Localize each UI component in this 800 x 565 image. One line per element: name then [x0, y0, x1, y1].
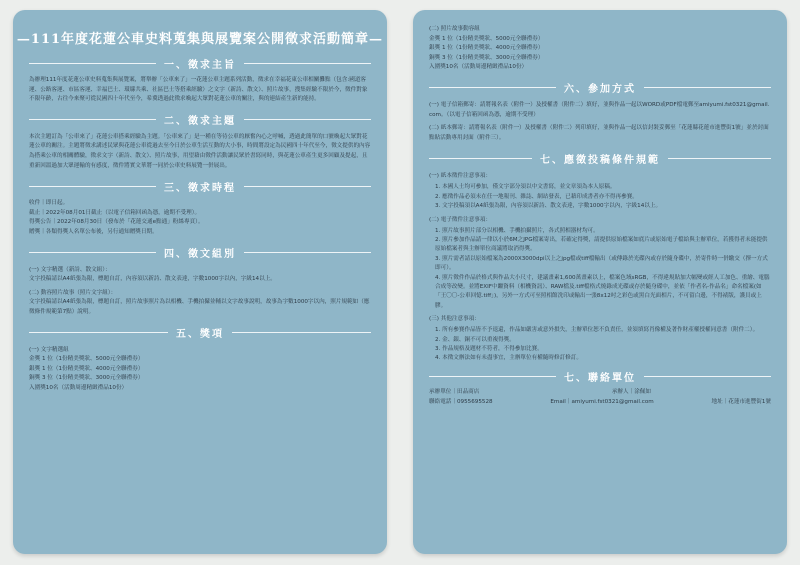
paragraph: (一) 文字精選組 — [29, 346, 69, 353]
list-item: 4. 照片徵件作品於格式與作品大小尺寸，建議畫素1,600萬畫素以上，檔案色域sRGB，不得違規貼加大幅變或經人工加色、重繪、電腦合成等改變。並將EXIF中繼資料（相機資訊）、RAW檔及.tiff檔格式燒錄成光碟或存於隨身碟中，並依「作者名-作品名」命名檔案(如「王〇〇-公車回憶.tiff」)，另外一方式可至照相館洗印或輸出一張8x12吋之彩色或黑白光面相片，不可留白邊，不得裱版，護貝或上膠。 — [435, 274, 770, 309]
schedule-text — [29, 199, 371, 237]
rules-other-list — [435, 326, 771, 364]
divider — [244, 119, 371, 120]
theme-text — [29, 133, 371, 171]
paragraph: 文字投稿請以A4紙張為限，標題自訂，照片故事照片為以相機、手機拍攝並輔以文字故事說明，故事為字數1000字以內，照片規範如（應徵條件規範第7點）說明。 — [29, 299, 370, 315]
purpose-text — [29, 76, 371, 105]
section-heading-schedule — [29, 176, 371, 196]
awards-text — [29, 346, 371, 394]
heading-text: 七、聯絡單位 — [564, 373, 636, 385]
divider — [644, 376, 771, 377]
award-silver: 銀獎 1 位（1份精美獎狀、4000元全聯禮券） — [29, 365, 144, 372]
section-heading-rules — [429, 148, 771, 168]
section-heading-contact — [429, 367, 771, 387]
contact-row-1 — [429, 387, 771, 397]
contact-person: 承辦人｜涂佩如 — [611, 388, 651, 395]
award-gold: 金獎 1 位（1份精美獎狀、5000元全聯禮券） — [429, 35, 544, 42]
divider — [644, 87, 771, 88]
heading-text: 六、參加方式 — [564, 84, 636, 96]
paragraph: (一) 電子信箱郵寄：請將報名表（附件一）及授權書（附件二）填好，並與作品一起以WORD或PDF檔電郵至amiyumi.fst0321@gmail.com。（以電子信箱回函為憑，逾期不受理） — [429, 101, 770, 118]
section-heading-awards — [29, 323, 371, 343]
divider — [29, 332, 168, 333]
heading-text: 一、徵求主旨 — [164, 59, 236, 71]
paragraph: (二) 紙本郵寄：請將報名表（附件一）及授權書（附件二）列印填好，並與作品一起以信封裝妥郵至「花蓮縣花蓮市進豐街1號」並於封面點貼活動專用封面（附件三）。 — [429, 125, 769, 141]
divider — [429, 376, 556, 377]
list-item: 1. 照片故事照片部分以相機、手機拍攝照片，各式照相器材均可。 — [435, 227, 599, 234]
heading-text: 七、應徵投稿條件規範 — [540, 154, 660, 166]
contact-row-2 — [429, 397, 771, 407]
subheading: (二) 電子徵件注意事項： — [429, 216, 492, 223]
contact-email[interactable]: Email｜amiyumi.fst0321@gmail.com — [550, 398, 654, 405]
paragraph: (一) 文字精選（新詩、散文組）： — [29, 266, 111, 273]
contact-address: 地址｜花蓮市進豐街1號 — [711, 398, 771, 405]
paragraph: (二) 照片故事動容組 — [429, 26, 480, 32]
list-item: 4. 本徵文辦法如有未盡事宜，主辦單位有權隨時修訂修訂。 — [435, 355, 582, 362]
award-gold: 金獎 1 位（1份精美獎狀、5000元全聯禮券） — [29, 356, 144, 363]
heading-text: 五、獎項 — [176, 329, 224, 340]
list-item: 3. 照片需者請以原始檔案為2000X3000dpi以上之jpg檔或tiff檔輸出（或傳錄於光碟內或存於隨身碟中，於寄件時一併繳交（擇一方式即可）。 — [435, 255, 768, 272]
paragraph: 本次主題訂為「公車來了」花蓮公車搭乘經驗為主題。「公車來了」是一種在等待公車的厭奮內心之呼喊，透過此簡單的口號喚起大眾對花蓮公車的關注。主題將徵求講述民眾與花蓮公車從過去至今日於公車生活互動的大小事，時間將設定為民國四十年代至今，徵文提供的內容為搭乘公車的相關體驗，徵求文字（新詩、散文）、照片故事，用望藉由徵件活動讓民眾於書寫同時，與花蓮公車產生更多回顧及提起，且重新回溫過加大眾運輸的有感度，徵件將實文華將一同於公車史料展覽一併展出。 — [29, 133, 371, 169]
list-item: 2. 照片參加作品請一律以小於6M之JPG檔案寄出，若確定得獎，請提供原始檔案如底片或原始電子檔給與主辦單位，若獲得者未能提供原始檔案者與主辦單位商議將取消得獎。 — [435, 236, 768, 253]
award-bronze: 銅獎 3 位（1份精美獎狀、3000元全聯禮券） — [29, 375, 144, 382]
rules-paper-list — [435, 183, 771, 211]
divider — [244, 186, 371, 187]
subheading: (一) 紙本徵件注意事項： — [429, 173, 492, 180]
divider — [29, 63, 156, 64]
contact-phone: 聯絡電話｜0955695528 — [429, 398, 493, 405]
divider — [29, 252, 156, 253]
section-heading-purpose — [29, 53, 371, 73]
paragraph: 為辦理111年度花蓮公車史料蒐集與展覽案，將舉辦「公車來了」一花蓮公車主題系列活動，徵求在幸福花東公車相關攤點（包含:國道客運、公路客運、市區客運、幸福巴士、環縣共乘、社區巴士等搭乘經驗）之文字（新詩、散文）、照片故事，搜集經驗不限於今，徵件對象不限年齡，古往今來聚可從民國四十年代至今，希冀透過此徵求喚起大眾對花蓮公車的關注，與的連結產生新的能持。 — [29, 77, 368, 103]
divider — [232, 332, 371, 333]
list-item: 2. 應徵作品必須未在任一地報刊、雜誌、網站發表，已藉印成書者亦不得再參賽。 — [435, 193, 638, 200]
subheading: (三) 其他注意事項： — [429, 316, 480, 323]
divider — [29, 186, 156, 187]
award-finalist: 入圍獎10名（活動周邊精緻禮品10份） — [29, 384, 128, 391]
divider — [29, 119, 156, 120]
divider — [244, 63, 371, 64]
section-heading-theme — [29, 110, 371, 130]
paragraph: 文字投稿請以A4紙張為限，標題自訂，內容須以新詩、散文表達，字數1000字以內，字級14以上。 — [29, 276, 276, 283]
heading-text: 三、徵求時程 — [164, 182, 236, 194]
paragraph: 贈獎｜各類得獎人名單公布後，另行通知贈獎日期。 — [29, 228, 158, 235]
participation-text — [429, 101, 771, 143]
rules-digital-list — [435, 227, 771, 312]
award-bronze: 銅獎 3 位（1份精美獎狀、3000元全聯禮券） — [429, 54, 544, 61]
organizer: 承辦單位｜田品商店 — [429, 388, 480, 395]
section-heading-categories — [29, 243, 371, 263]
list-item: 3. 文字投稿須以A4紙張為限，內容須以新詩、散文表達，字數1000字以內，字級14以上。 — [435, 203, 662, 210]
document-title: —111年度花蓮公車史料蒐集與展覽案公開徵求活動簡章— — [16, 32, 384, 47]
divider — [429, 87, 556, 88]
divider — [244, 252, 371, 253]
list-item: 2. 金、銀、銅不可以重複得獎。 — [435, 336, 515, 343]
categories-text — [29, 266, 371, 318]
divider — [429, 158, 532, 159]
paragraph: (二) 動容照片故事（照片文字組）： — [29, 289, 117, 296]
heading-text: 四、徵文組別 — [164, 249, 236, 261]
award-silver: 銀獎 1 位（1份精美獎狀、4000元全聯禮券） — [429, 45, 544, 52]
paragraph: 收件｜即日起。 — [29, 200, 69, 207]
list-item: 1. 所有參賽作品皆不予退還，作品如嚴害或意外損失，主辦單位恕不負責任，並須填寫肖像權及著作財產權授權同意書（附件二）。 — [435, 327, 759, 334]
photo-awards — [429, 25, 771, 73]
award-finalist: 入圍獎10名（活動周邊精緻禮品10份） — [429, 64, 528, 71]
list-item: 3. 作品規格及題材不符者，不得參加比賽。 — [435, 346, 543, 353]
section-heading-participation — [429, 78, 771, 98]
paragraph: 得獎公告｜2022年08月30日（發布於「花蓮交通e點通」粉絲專頁）。 — [29, 219, 204, 226]
right-page — [413, 10, 787, 554]
paragraph: 截止｜2022年08月01日截止（以電子信箱回函為憑，逾期不受理）。 — [29, 209, 201, 216]
divider — [668, 158, 771, 159]
heading-text: 二、徵求主題 — [164, 116, 236, 128]
list-item: 1. 本國人士均可參加，僅文字部分須以中文書寫，並文章須為本人原稿。 — [435, 184, 616, 191]
left-page — [13, 10, 387, 554]
